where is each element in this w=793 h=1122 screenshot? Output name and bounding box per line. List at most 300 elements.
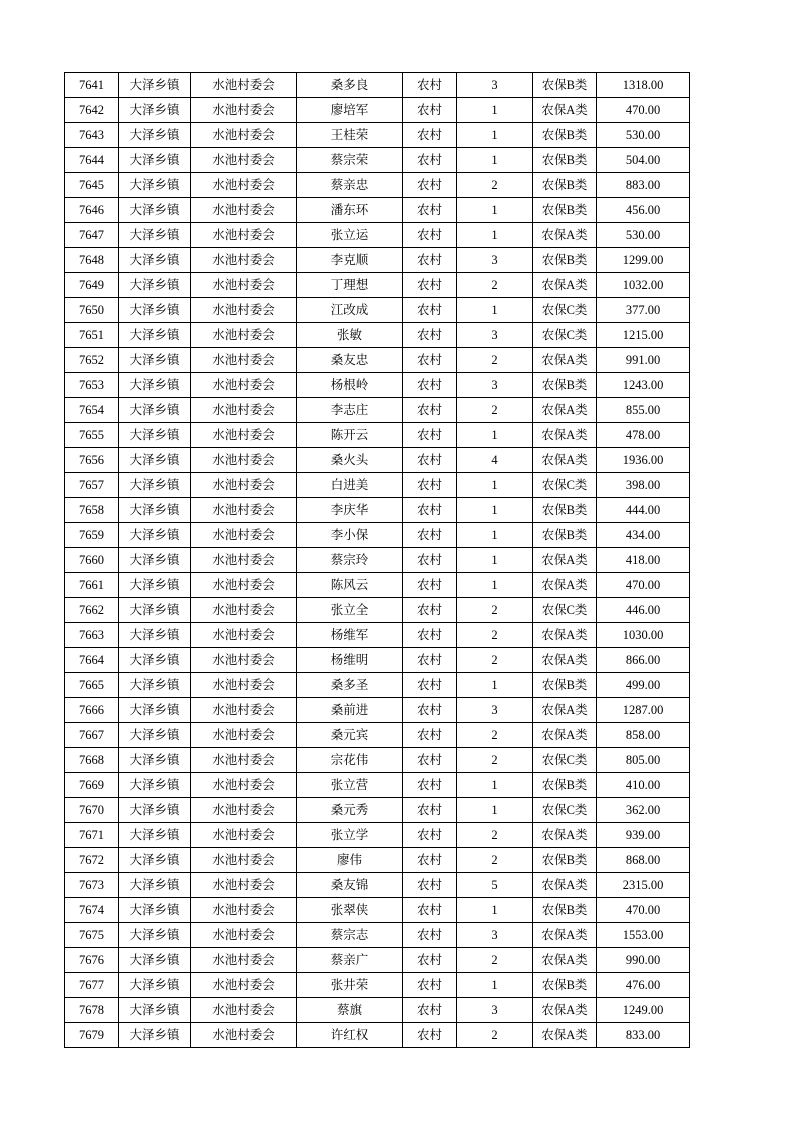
cell-category: 农保A类: [533, 823, 597, 848]
cell-category: 农保A类: [533, 948, 597, 973]
cell-count: 1: [457, 898, 533, 923]
cell-seq: 7667: [65, 723, 119, 748]
cell-amount: 1553.00: [597, 923, 690, 948]
cell-category: 农保B类: [533, 898, 597, 923]
cell-village: 水池村委会: [191, 273, 297, 298]
cell-name: 张立全: [297, 598, 403, 623]
cell-count: 3: [457, 73, 533, 98]
cell-village: 水池村委会: [191, 998, 297, 1023]
cell-village: 水池村委会: [191, 1023, 297, 1048]
cell-name: 王桂荣: [297, 123, 403, 148]
cell-amount: 478.00: [597, 423, 690, 448]
cell-type: 农村: [403, 398, 457, 423]
cell-amount: 1287.00: [597, 698, 690, 723]
cell-amount: 499.00: [597, 673, 690, 698]
cell-name: 廖培军: [297, 98, 403, 123]
cell-town: 大泽乡镇: [119, 573, 191, 598]
cell-type: 农村: [403, 148, 457, 173]
cell-name: 李庆华: [297, 498, 403, 523]
cell-category: 农保A类: [533, 923, 597, 948]
cell-town: 大泽乡镇: [119, 648, 191, 673]
cell-name: 张敏: [297, 323, 403, 348]
cell-amount: 1032.00: [597, 273, 690, 298]
cell-amount: 868.00: [597, 848, 690, 873]
cell-amount: 377.00: [597, 298, 690, 323]
cell-seq: 7669: [65, 773, 119, 798]
cell-count: 2: [457, 273, 533, 298]
cell-type: 农村: [403, 1023, 457, 1048]
cell-village: 水池村委会: [191, 698, 297, 723]
cell-town: 大泽乡镇: [119, 398, 191, 423]
cell-type: 农村: [403, 823, 457, 848]
cell-count: 2: [457, 723, 533, 748]
cell-count: 1: [457, 473, 533, 498]
cell-category: 农保B类: [533, 173, 597, 198]
cell-seq: 7643: [65, 123, 119, 148]
cell-amount: 476.00: [597, 973, 690, 998]
cell-amount: 1318.00: [597, 73, 690, 98]
cell-type: 农村: [403, 448, 457, 473]
cell-name: 桑多良: [297, 73, 403, 98]
cell-seq: 7651: [65, 323, 119, 348]
cell-town: 大泽乡镇: [119, 148, 191, 173]
table-row: [65, 748, 690, 773]
cell-seq: 7674: [65, 898, 119, 923]
cell-amount: 434.00: [597, 523, 690, 548]
cell-count: 1: [457, 523, 533, 548]
cell-count: 1: [457, 298, 533, 323]
cell-village: 水池村委会: [191, 823, 297, 848]
cell-count: 1: [457, 973, 533, 998]
cell-village: 水池村委会: [191, 673, 297, 698]
cell-name: 陈开云: [297, 423, 403, 448]
cell-name: 杨根岭: [297, 373, 403, 398]
table-row: [65, 623, 690, 648]
cell-seq: 7675: [65, 923, 119, 948]
table-row: [65, 248, 690, 273]
cell-seq: 7656: [65, 448, 119, 473]
cell-name: 张井荣: [297, 973, 403, 998]
cell-amount: 2315.00: [597, 873, 690, 898]
cell-type: 农村: [403, 123, 457, 148]
cell-amount: 444.00: [597, 498, 690, 523]
cell-count: 3: [457, 373, 533, 398]
cell-amount: 470.00: [597, 98, 690, 123]
cell-seq: 7653: [65, 373, 119, 398]
cell-seq: 7657: [65, 473, 119, 498]
cell-count: 2: [457, 173, 533, 198]
cell-town: 大泽乡镇: [119, 123, 191, 148]
cell-village: 水池村委会: [191, 948, 297, 973]
cell-count: 2: [457, 848, 533, 873]
cell-name: 张立学: [297, 823, 403, 848]
cell-amount: 446.00: [597, 598, 690, 623]
cell-seq: 7678: [65, 998, 119, 1023]
table-row: [65, 723, 690, 748]
cell-village: 水池村委会: [191, 773, 297, 798]
cell-amount: 858.00: [597, 723, 690, 748]
cell-amount: 470.00: [597, 573, 690, 598]
cell-seq: 7679: [65, 1023, 119, 1048]
cell-name: 李小保: [297, 523, 403, 548]
cell-name: 张翠侠: [297, 898, 403, 923]
cell-count: 1: [457, 223, 533, 248]
cell-category: 农保A类: [533, 723, 597, 748]
table-row: [65, 698, 690, 723]
cell-type: 农村: [403, 998, 457, 1023]
cell-category: 农保A类: [533, 648, 597, 673]
cell-town: 大泽乡镇: [119, 423, 191, 448]
cell-type: 农村: [403, 748, 457, 773]
cell-name: 蔡亲忠: [297, 173, 403, 198]
cell-town: 大泽乡镇: [119, 198, 191, 223]
cell-seq: 7650: [65, 298, 119, 323]
cell-name: 桑元秀: [297, 798, 403, 823]
cell-category: 农保A类: [533, 873, 597, 898]
records-table-body: [65, 73, 690, 1048]
table-row: [65, 998, 690, 1023]
cell-town: 大泽乡镇: [119, 348, 191, 373]
cell-category: 农保B类: [533, 73, 597, 98]
cell-seq: 7659: [65, 523, 119, 548]
cell-town: 大泽乡镇: [119, 323, 191, 348]
cell-village: 水池村委会: [191, 523, 297, 548]
cell-name: 桑前进: [297, 698, 403, 723]
cell-count: 3: [457, 323, 533, 348]
table-row: [65, 198, 690, 223]
cell-village: 水池村委会: [191, 848, 297, 873]
cell-type: 农村: [403, 98, 457, 123]
cell-category: 农保A类: [533, 273, 597, 298]
cell-town: 大泽乡镇: [119, 623, 191, 648]
cell-town: 大泽乡镇: [119, 373, 191, 398]
cell-type: 农村: [403, 348, 457, 373]
cell-village: 水池村委会: [191, 473, 297, 498]
cell-type: 农村: [403, 273, 457, 298]
table-row: [65, 598, 690, 623]
cell-type: 农村: [403, 898, 457, 923]
cell-category: 农保A类: [533, 348, 597, 373]
cell-seq: 7642: [65, 98, 119, 123]
cell-category: 农保B类: [533, 498, 597, 523]
cell-name: 蔡亲广: [297, 948, 403, 973]
cell-name: 许红权: [297, 1023, 403, 1048]
cell-seq: 7668: [65, 748, 119, 773]
cell-village: 水池村委会: [191, 248, 297, 273]
cell-category: 农保B类: [533, 673, 597, 698]
cell-category: 农保C类: [533, 323, 597, 348]
cell-count: 3: [457, 248, 533, 273]
cell-count: 2: [457, 648, 533, 673]
cell-seq: 7670: [65, 798, 119, 823]
table-row: [65, 273, 690, 298]
cell-village: 水池村委会: [191, 548, 297, 573]
cell-category: 农保B类: [533, 123, 597, 148]
table-row: [65, 848, 690, 873]
cell-category: 农保B类: [533, 148, 597, 173]
cell-amount: 1030.00: [597, 623, 690, 648]
cell-amount: 504.00: [597, 148, 690, 173]
cell-village: 水池村委会: [191, 423, 297, 448]
cell-type: 农村: [403, 723, 457, 748]
cell-name: 蔡宗玲: [297, 548, 403, 573]
cell-town: 大泽乡镇: [119, 523, 191, 548]
cell-category: 农保B类: [533, 848, 597, 873]
cell-count: 2: [457, 598, 533, 623]
cell-count: 3: [457, 698, 533, 723]
cell-name: 桑多圣: [297, 673, 403, 698]
cell-type: 农村: [403, 873, 457, 898]
cell-amount: 410.00: [597, 773, 690, 798]
table-row: [65, 648, 690, 673]
cell-category: 农保A类: [533, 448, 597, 473]
cell-village: 水池村委会: [191, 798, 297, 823]
cell-amount: 866.00: [597, 648, 690, 673]
cell-category: 农保C类: [533, 298, 597, 323]
table-row: [65, 173, 690, 198]
cell-seq: 7676: [65, 948, 119, 973]
cell-type: 农村: [403, 223, 457, 248]
cell-count: 2: [457, 398, 533, 423]
cell-village: 水池村委会: [191, 123, 297, 148]
cell-category: 农保A类: [533, 98, 597, 123]
cell-type: 农村: [403, 698, 457, 723]
table-row: [65, 773, 690, 798]
cell-category: 农保B类: [533, 248, 597, 273]
cell-category: 农保A类: [533, 998, 597, 1023]
table-row: [65, 348, 690, 373]
cell-type: 农村: [403, 323, 457, 348]
cell-type: 农村: [403, 498, 457, 523]
cell-village: 水池村委会: [191, 598, 297, 623]
cell-category: 农保C类: [533, 598, 597, 623]
table-row: [65, 448, 690, 473]
cell-name: 江改成: [297, 298, 403, 323]
table-row: [65, 473, 690, 498]
cell-town: 大泽乡镇: [119, 948, 191, 973]
table-row: [65, 148, 690, 173]
cell-name: 杨维明: [297, 648, 403, 673]
cell-town: 大泽乡镇: [119, 723, 191, 748]
cell-category: 农保B类: [533, 773, 597, 798]
cell-count: 4: [457, 448, 533, 473]
cell-amount: 883.00: [597, 173, 690, 198]
cell-type: 农村: [403, 548, 457, 573]
cell-village: 水池村委会: [191, 723, 297, 748]
cell-village: 水池村委会: [191, 623, 297, 648]
cell-category: 农保C类: [533, 473, 597, 498]
cell-name: 蔡宗荣: [297, 148, 403, 173]
cell-count: 1: [457, 573, 533, 598]
cell-name: 潘东环: [297, 198, 403, 223]
cell-type: 农村: [403, 948, 457, 973]
table-row: [65, 798, 690, 823]
cell-village: 水池村委会: [191, 498, 297, 523]
cell-amount: 1249.00: [597, 998, 690, 1023]
cell-town: 大泽乡镇: [119, 223, 191, 248]
cell-amount: 833.00: [597, 1023, 690, 1048]
cell-type: 农村: [403, 773, 457, 798]
cell-seq: 7665: [65, 673, 119, 698]
table-row: [65, 423, 690, 448]
cell-village: 水池村委会: [191, 148, 297, 173]
cell-village: 水池村委会: [191, 98, 297, 123]
cell-seq: 7649: [65, 273, 119, 298]
cell-count: 2: [457, 823, 533, 848]
cell-amount: 418.00: [597, 548, 690, 573]
cell-name: 陈风云: [297, 573, 403, 598]
cell-seq: 7647: [65, 223, 119, 248]
cell-seq: 7666: [65, 698, 119, 723]
cell-seq: 7655: [65, 423, 119, 448]
cell-type: 农村: [403, 798, 457, 823]
cell-village: 水池村委会: [191, 923, 297, 948]
cell-town: 大泽乡镇: [119, 748, 191, 773]
table-row: [65, 873, 690, 898]
cell-category: 农保A类: [533, 698, 597, 723]
cell-town: 大泽乡镇: [119, 173, 191, 198]
cell-town: 大泽乡镇: [119, 998, 191, 1023]
cell-amount: 991.00: [597, 348, 690, 373]
cell-seq: 7677: [65, 973, 119, 998]
table-row: [65, 398, 690, 423]
cell-village: 水池村委会: [191, 398, 297, 423]
cell-town: 大泽乡镇: [119, 973, 191, 998]
cell-count: 1: [457, 773, 533, 798]
cell-seq: 7672: [65, 848, 119, 873]
cell-category: 农保C类: [533, 748, 597, 773]
cell-name: 桑火头: [297, 448, 403, 473]
cell-amount: 470.00: [597, 898, 690, 923]
table-row: [65, 673, 690, 698]
cell-village: 水池村委会: [191, 648, 297, 673]
table-row: [65, 523, 690, 548]
cell-amount: 398.00: [597, 473, 690, 498]
cell-name: 丁理想: [297, 273, 403, 298]
cell-seq: 7652: [65, 348, 119, 373]
cell-village: 水池村委会: [191, 373, 297, 398]
cell-category: 农保A类: [533, 1023, 597, 1048]
cell-town: 大泽乡镇: [119, 448, 191, 473]
cell-town: 大泽乡镇: [119, 473, 191, 498]
cell-village: 水池村委会: [191, 198, 297, 223]
cell-town: 大泽乡镇: [119, 873, 191, 898]
cell-town: 大泽乡镇: [119, 248, 191, 273]
cell-name: 桑元宾: [297, 723, 403, 748]
cell-category: 农保B类: [533, 373, 597, 398]
cell-count: 1: [457, 548, 533, 573]
cell-category: 农保A类: [533, 423, 597, 448]
cell-town: 大泽乡镇: [119, 848, 191, 873]
cell-town: 大泽乡镇: [119, 98, 191, 123]
cell-count: 5: [457, 873, 533, 898]
cell-village: 水池村委会: [191, 573, 297, 598]
cell-name: 张立营: [297, 773, 403, 798]
cell-name: 廖伟: [297, 848, 403, 873]
cell-town: 大泽乡镇: [119, 798, 191, 823]
cell-village: 水池村委会: [191, 973, 297, 998]
cell-type: 农村: [403, 73, 457, 98]
cell-town: 大泽乡镇: [119, 298, 191, 323]
cell-town: 大泽乡镇: [119, 773, 191, 798]
cell-village: 水池村委会: [191, 348, 297, 373]
cell-amount: 855.00: [597, 398, 690, 423]
table-row: [65, 548, 690, 573]
cell-count: 1: [457, 198, 533, 223]
cell-type: 农村: [403, 973, 457, 998]
cell-category: 农保C类: [533, 798, 597, 823]
cell-amount: 530.00: [597, 223, 690, 248]
cell-village: 水池村委会: [191, 898, 297, 923]
cell-type: 农村: [403, 623, 457, 648]
cell-name: 杨维军: [297, 623, 403, 648]
cell-type: 农村: [403, 173, 457, 198]
cell-name: 桑友忠: [297, 348, 403, 373]
cell-category: 农保A类: [533, 398, 597, 423]
cell-amount: 1299.00: [597, 248, 690, 273]
cell-count: 2: [457, 948, 533, 973]
cell-category: 农保B类: [533, 523, 597, 548]
cell-seq: 7660: [65, 548, 119, 573]
cell-count: 1: [457, 673, 533, 698]
cell-name: 宗花伟: [297, 748, 403, 773]
table-row: [65, 323, 690, 348]
cell-village: 水池村委会: [191, 298, 297, 323]
cell-village: 水池村委会: [191, 448, 297, 473]
cell-town: 大泽乡镇: [119, 273, 191, 298]
cell-amount: 362.00: [597, 798, 690, 823]
cell-seq: 7673: [65, 873, 119, 898]
cell-type: 农村: [403, 673, 457, 698]
cell-name: 蔡宗志: [297, 923, 403, 948]
table-row: [65, 823, 690, 848]
cell-type: 农村: [403, 373, 457, 398]
table-row: [65, 223, 690, 248]
cell-seq: 7662: [65, 598, 119, 623]
cell-village: 水池村委会: [191, 323, 297, 348]
cell-town: 大泽乡镇: [119, 598, 191, 623]
cell-seq: 7646: [65, 198, 119, 223]
cell-seq: 7661: [65, 573, 119, 598]
table-row: [65, 973, 690, 998]
cell-category: 农保B类: [533, 198, 597, 223]
cell-category: 农保A类: [533, 223, 597, 248]
table-row: [65, 373, 690, 398]
table-row: [65, 298, 690, 323]
table-row: [65, 1023, 690, 1048]
cell-count: 1: [457, 498, 533, 523]
cell-amount: 805.00: [597, 748, 690, 773]
cell-amount: 1243.00: [597, 373, 690, 398]
cell-town: 大泽乡镇: [119, 1023, 191, 1048]
cell-name: 李志庄: [297, 398, 403, 423]
cell-town: 大泽乡镇: [119, 498, 191, 523]
cell-seq: 7644: [65, 148, 119, 173]
cell-category: 农保A类: [533, 623, 597, 648]
cell-village: 水池村委会: [191, 873, 297, 898]
cell-count: 2: [457, 1023, 533, 1048]
cell-count: 2: [457, 623, 533, 648]
cell-town: 大泽乡镇: [119, 923, 191, 948]
cell-amount: 456.00: [597, 198, 690, 223]
cell-count: 3: [457, 923, 533, 948]
cell-town: 大泽乡镇: [119, 673, 191, 698]
cell-type: 农村: [403, 648, 457, 673]
cell-type: 农村: [403, 423, 457, 448]
cell-type: 农村: [403, 523, 457, 548]
cell-name: 桑友锦: [297, 873, 403, 898]
cell-seq: 7648: [65, 248, 119, 273]
